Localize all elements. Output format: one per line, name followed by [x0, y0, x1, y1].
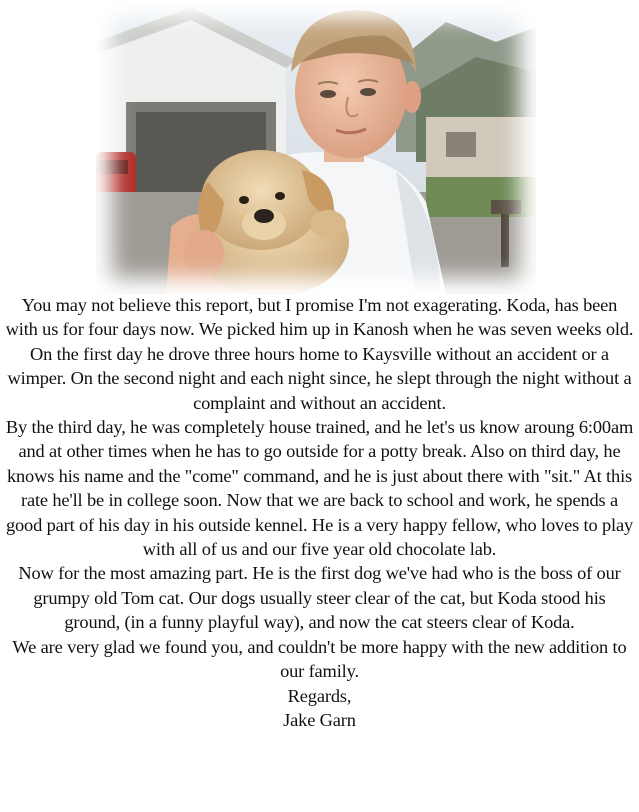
letter-paragraph: By the third day, he was completely house trained, and he let's us know aroung 6:00am and at other times when he has to go outside for a potty break. Also on third day, he knows his name and the "come" command, and he is just about there with "sit." At this rate he'll be in college soon. Now that we are back to school and work, he spends a good part of his day in his outside kennel. He is a very happy fellow, who loves to play with all of us and our five year old chocolate lab. [5, 417, 634, 560]
letter-closing: Regards, [287, 685, 352, 706]
letter-paragraph: We are very glad we found you, and couldn't be more happy with the new addition to our family. [12, 636, 627, 682]
letter-paragraph: Now for the most amazing part. He is the first dog we've had who is the boss of our grumpy old Tom cat. Our dogs usually steer clear of the cat, but Koda stood his ground, (in a funny playful way), and now the cat steers clear of Koda. [18, 563, 621, 633]
photo-illustration [96, 2, 536, 294]
boy-holding-puppy-photo [96, 2, 536, 294]
testimonial-letter [4, 293, 635, 732]
letter-signature: Jake Garn [283, 709, 356, 730]
letter-paragraph: You may not believe this report, but I promise I'm not exagerating. Koda, has been with us for four days now. We picked him up in Kanosh when he was seven weeks old. On the first day he drove three hours home to Kaysville without an accident or a wimper. On the second night and each night since, he slept through the night without a complaint and without an accident. [5, 295, 634, 413]
